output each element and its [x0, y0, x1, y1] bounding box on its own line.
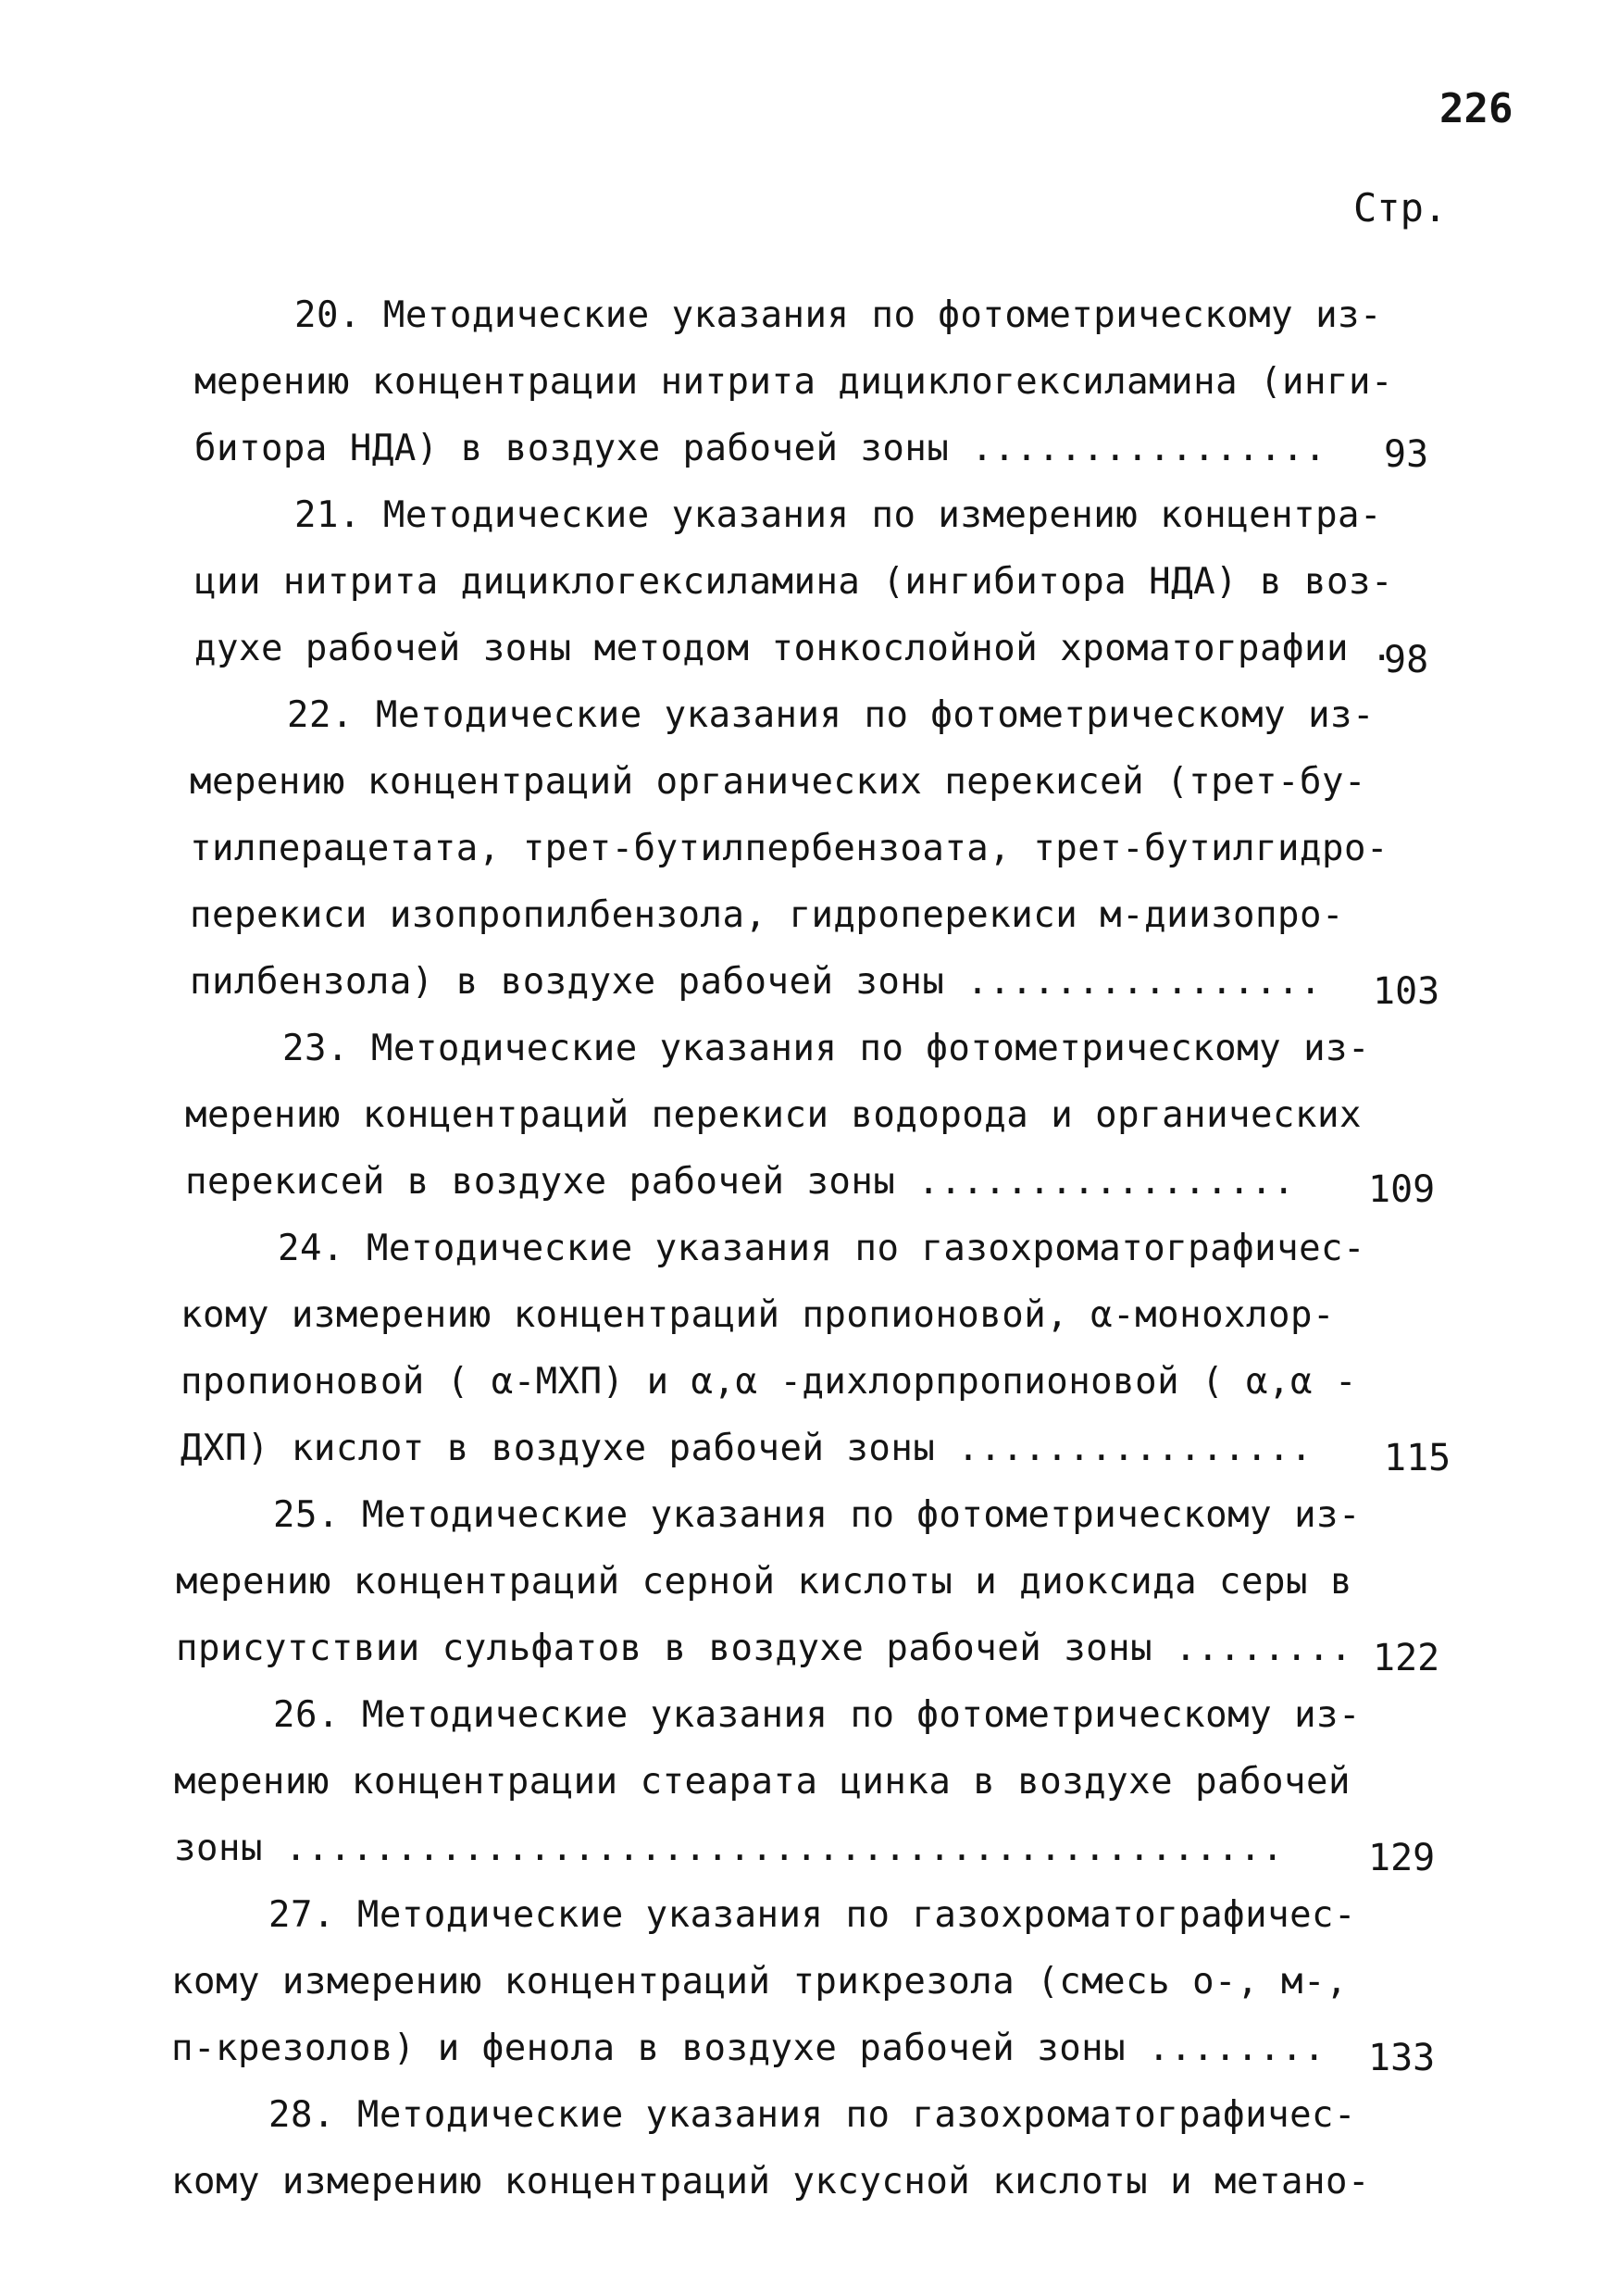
entry-page-number: 115 — [1384, 1437, 1451, 1479]
entry-line: мерению концентраций серной кислоты и диоксида серы в — [176, 1561, 1352, 1603]
entry-line: присутствии сульфатов в воздухе рабочей зоны ........ — [176, 1628, 1352, 1669]
entry-line: пропионовой ( α-МХП) и α,α -дихлорпропионовой ( α,α - — [181, 1361, 1357, 1403]
entry-line: мерению концентрации нитрита дициклогексиламина (инги- — [194, 361, 1393, 403]
entry-page-number: 98 — [1384, 639, 1429, 681]
entry-line: перекисей в воздухе рабочей зоны ................. — [185, 1161, 1295, 1203]
entry-line: 20. Методические указания по фотометрическому из- — [294, 294, 1383, 336]
entry-line: 22. Методические указания по фотометрическому из- — [287, 694, 1376, 736]
entry-line: кому измерению концентраций пропионовой, α-монохлор- — [181, 1294, 1335, 1336]
entry-line: духе рабочей зоны методом тонкослойной хроматографии . — [194, 628, 1393, 669]
entry-page-number: 103 — [1373, 970, 1440, 1013]
entry-line: ДХП) кислот в воздухе рабочей зоны ................ — [181, 1428, 1313, 1469]
entry-page-number: 129 — [1368, 1837, 1436, 1879]
entry-page-number: 109 — [1368, 1168, 1436, 1211]
entry-line: перекиси изопропилбензола, гидроперекиси м-диизопро- — [190, 894, 1344, 936]
entry-line: 28. Методические указания по газохроматографичес- — [268, 2094, 1357, 2136]
entry-line: п-крезолов) и фенола в воздухе рабочей зоны ........ — [171, 2028, 1326, 2069]
entry-line: 24. Методические указания по газохроматографичес- — [278, 1228, 1366, 1269]
entry-line: 25. Методические указания по фотометрическому из- — [273, 1494, 1362, 1536]
entry-line: 26. Методические указания по фотометрическому из- — [273, 1694, 1362, 1736]
entry-line: зоны ............................................. — [174, 1828, 1284, 1869]
entry-line: 27. Методические указания по газохроматографичес- — [268, 1894, 1357, 1936]
page-column-header: Стр. — [1353, 185, 1448, 231]
page-number: 226 — [1439, 85, 1513, 132]
entry-line: мерению концентраций органических перекисей (трет-бу- — [190, 761, 1366, 803]
entry-line: 23. Методические указания по фотометрическому из- — [282, 1028, 1371, 1069]
entry-line: кому измерению концентраций трикрезола (смесь о-, м-, — [171, 1961, 1348, 2003]
entry-line: пилбензола) в воздухе рабочей зоны ................ — [190, 961, 1322, 1003]
entry-line: мерению концентрации стеарата цинка в воздухе рабочей — [174, 1761, 1351, 1803]
entry-page-number: 122 — [1373, 1637, 1440, 1679]
entry-line: тилперацетата, трет-бутилпербензоата, трет-бутилгидро- — [190, 828, 1389, 869]
entry-line: 21. Методические указания по измерению концентра- — [294, 494, 1383, 536]
entry-page-number: 93 — [1384, 433, 1429, 476]
entry-line: битора НДА) в воздухе рабочей зоны ................ — [194, 428, 1326, 469]
entry-page-number: 133 — [1368, 2037, 1436, 2079]
entry-line: ции нитрита дициклогексиламина (ингибитора НДА) в воз- — [194, 561, 1393, 603]
entry-line: мерению концентраций перекиси водорода и органических — [185, 1094, 1362, 1136]
entry-line: кому измерению концентраций уксусной кислоты и метано- — [171, 2161, 1370, 2202]
